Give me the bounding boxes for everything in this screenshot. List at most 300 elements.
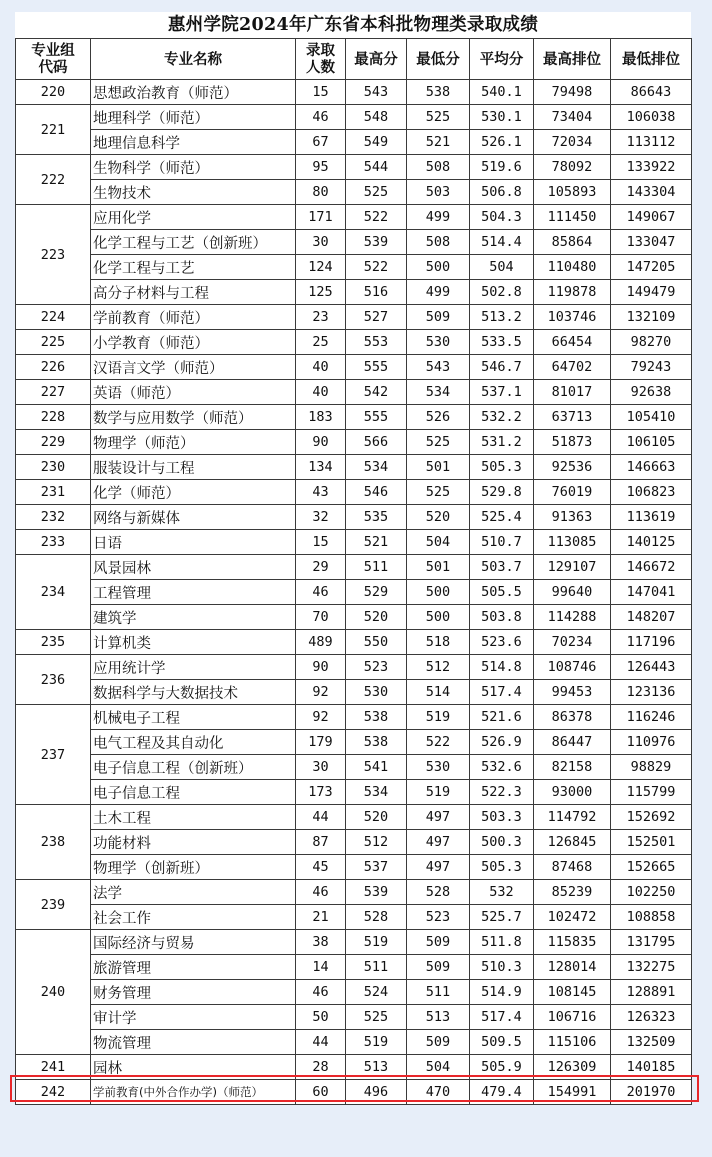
major-name-cell: 法学 <box>91 880 296 905</box>
table-row <box>16 455 692 480</box>
table-row <box>16 705 692 730</box>
max-rank-cell: 92536 <box>534 455 611 480</box>
min-score-cell: 528 <box>407 880 470 905</box>
avg-score-cell: 530.1 <box>470 105 534 130</box>
min-score-cell: 509 <box>407 955 470 980</box>
group-code-cell: 224 <box>16 305 91 330</box>
max-score-cell: 520 <box>346 805 407 830</box>
min-rank-cell: 106105 <box>611 430 692 455</box>
max-score-cell: 542 <box>346 380 407 405</box>
min-score-cell: 501 <box>407 455 470 480</box>
max-rank-cell: 128014 <box>534 955 611 980</box>
avg-score-cell: 510.7 <box>470 530 534 555</box>
table-row <box>16 580 692 605</box>
group-code-cell: 235 <box>16 630 91 655</box>
major-name-cell: 审计学 <box>91 1005 296 1030</box>
min-score-cell: 525 <box>407 430 470 455</box>
min-score-cell: 514 <box>407 680 470 705</box>
major-name-cell: 电子信息工程（创新班） <box>91 755 296 780</box>
min-rank-cell: 146663 <box>611 455 692 480</box>
enrolled-cell: 14 <box>296 955 346 980</box>
min-score-cell: 530 <box>407 330 470 355</box>
enrolled-cell: 46 <box>296 980 346 1005</box>
max-score-cell: 496 <box>346 1080 407 1105</box>
major-name-cell: 建筑学 <box>91 605 296 630</box>
avg-score-cell: 506.8 <box>470 180 534 205</box>
min-score-cell: 521 <box>407 130 470 155</box>
min-score-cell: 470 <box>407 1080 470 1105</box>
enrolled-cell: 40 <box>296 355 346 380</box>
enrolled-cell: 124 <box>296 255 346 280</box>
score-sheet <box>15 12 691 1105</box>
admission-table <box>15 38 692 1105</box>
min-score-cell: 501 <box>407 555 470 580</box>
table-title: 惠州学院2024年广东省本科批物理类录取成绩 <box>167 15 539 35</box>
enrolled-cell: 46 <box>296 580 346 605</box>
avg-score-cell: 505.3 <box>470 455 534 480</box>
major-name-cell: 地理信息科学 <box>91 130 296 155</box>
group-code-cell: 223 <box>16 205 91 305</box>
table-row <box>16 830 692 855</box>
min-rank-cell: 146672 <box>611 555 692 580</box>
min-score-cell: 499 <box>407 280 470 305</box>
major-name-cell: 物理学（创新班） <box>91 855 296 880</box>
table-row <box>16 780 692 805</box>
max-rank-cell: 105893 <box>534 180 611 205</box>
avg-score-cell: 532.2 <box>470 405 534 430</box>
min-score-cell: 509 <box>407 1030 470 1055</box>
major-name-cell: 风景园林 <box>91 555 296 580</box>
header-max-rank: 最高排位 <box>534 39 611 80</box>
major-name-cell: 社会工作 <box>91 905 296 930</box>
avg-score-cell: 504.3 <box>470 205 534 230</box>
min-rank-cell: 98270 <box>611 330 692 355</box>
enrolled-cell: 179 <box>296 730 346 755</box>
major-name-cell: 物理学（师范） <box>91 430 296 455</box>
avg-score-cell: 479.4 <box>470 1080 534 1105</box>
min-rank-cell: 126323 <box>611 1005 692 1030</box>
header-group-code: 专业组 代码 <box>16 39 91 80</box>
table-row <box>16 980 692 1005</box>
enrolled-cell: 50 <box>296 1005 346 1030</box>
max-score-cell: 546 <box>346 480 407 505</box>
min-score-cell: 538 <box>407 80 470 105</box>
min-score-cell: 518 <box>407 630 470 655</box>
group-code-cell: 227 <box>16 380 91 405</box>
max-score-cell: 548 <box>346 105 407 130</box>
max-score-cell: 538 <box>346 730 407 755</box>
enrolled-cell: 46 <box>296 880 346 905</box>
avg-score-cell: 522.3 <box>470 780 534 805</box>
table-row <box>16 530 692 555</box>
max-rank-cell: 108746 <box>534 655 611 680</box>
group-code-cell: 231 <box>16 480 91 505</box>
group-code-cell: 240 <box>16 930 91 1055</box>
max-rank-cell: 114792 <box>534 805 611 830</box>
min-score-cell: 520 <box>407 505 470 530</box>
avg-score-cell: 525.4 <box>470 505 534 530</box>
max-score-cell: 527 <box>346 305 407 330</box>
table-row <box>16 855 692 880</box>
min-score-cell: 512 <box>407 655 470 680</box>
max-rank-cell: 129107 <box>534 555 611 580</box>
enrolled-cell: 44 <box>296 1030 346 1055</box>
group-code-cell: 238 <box>16 805 91 880</box>
table-row <box>16 255 692 280</box>
min-score-cell: 543 <box>407 355 470 380</box>
min-rank-cell: 149067 <box>611 205 692 230</box>
major-name-cell: 日语 <box>91 530 296 555</box>
avg-score-cell: 540.1 <box>470 80 534 105</box>
max-score-cell: 529 <box>346 580 407 605</box>
max-score-cell: 535 <box>346 505 407 530</box>
max-rank-cell: 99640 <box>534 580 611 605</box>
max-rank-cell: 93000 <box>534 780 611 805</box>
table-row <box>16 730 692 755</box>
max-score-cell: 530 <box>346 680 407 705</box>
min-rank-cell: 123136 <box>611 680 692 705</box>
major-name-cell: 应用化学 <box>91 205 296 230</box>
max-rank-cell: 79498 <box>534 80 611 105</box>
avg-score-cell: 500.3 <box>470 830 534 855</box>
max-rank-cell: 91363 <box>534 505 611 530</box>
min-rank-cell: 133047 <box>611 230 692 255</box>
header-avg-score: 平均分 <box>470 39 534 80</box>
max-rank-cell: 108145 <box>534 980 611 1005</box>
table-row <box>16 1030 692 1055</box>
max-rank-cell: 113085 <box>534 530 611 555</box>
max-score-cell: 549 <box>346 130 407 155</box>
avg-score-cell: 505.3 <box>470 855 534 880</box>
major-name-cell: 数据科学与大数据技术 <box>91 680 296 705</box>
major-name-cell: 工程管理 <box>91 580 296 605</box>
avg-score-cell: 532 <box>470 880 534 905</box>
min-rank-cell: 148207 <box>611 605 692 630</box>
group-code-cell: 237 <box>16 705 91 805</box>
min-rank-cell: 132509 <box>611 1030 692 1055</box>
min-rank-cell: 79243 <box>611 355 692 380</box>
max-rank-cell: 103746 <box>534 305 611 330</box>
major-name-cell: 电子信息工程 <box>91 780 296 805</box>
avg-score-cell: 503.3 <box>470 805 534 830</box>
header-min-score: 最低分 <box>407 39 470 80</box>
max-score-cell: 553 <box>346 330 407 355</box>
enrolled-cell: 28 <box>296 1055 346 1080</box>
major-name-cell: 机械电子工程 <box>91 705 296 730</box>
max-rank-cell: 73404 <box>534 105 611 130</box>
min-score-cell: 503 <box>407 180 470 205</box>
table-row <box>16 905 692 930</box>
table-row <box>16 605 692 630</box>
min-rank-cell: 92638 <box>611 380 692 405</box>
avg-score-cell: 546.7 <box>470 355 534 380</box>
max-score-cell: 550 <box>346 630 407 655</box>
major-name-cell: 地理科学（师范） <box>91 105 296 130</box>
min-score-cell: 523 <box>407 905 470 930</box>
enrolled-cell: 40 <box>296 380 346 405</box>
max-score-cell: 539 <box>346 880 407 905</box>
major-name-cell: 电气工程及其自动化 <box>91 730 296 755</box>
min-rank-cell: 110976 <box>611 730 692 755</box>
table-row <box>16 630 692 655</box>
table-row <box>16 330 692 355</box>
max-score-cell: 519 <box>346 1030 407 1055</box>
max-rank-cell: 106716 <box>534 1005 611 1030</box>
max-rank-cell: 114288 <box>534 605 611 630</box>
min-score-cell: 511 <box>407 980 470 1005</box>
min-rank-cell: 98829 <box>611 755 692 780</box>
major-name-cell: 化学工程与工艺（创新班） <box>91 230 296 255</box>
table-row <box>16 680 692 705</box>
max-rank-cell: 99453 <box>534 680 611 705</box>
min-score-cell: 504 <box>407 1055 470 1080</box>
max-rank-cell: 81017 <box>534 380 611 405</box>
avg-score-cell: 523.6 <box>470 630 534 655</box>
min-rank-cell: 116246 <box>611 705 692 730</box>
min-rank-cell: 102250 <box>611 880 692 905</box>
max-rank-cell: 154991 <box>534 1080 611 1105</box>
table-row-highlighted <box>16 1080 692 1105</box>
min-rank-cell: 108858 <box>611 905 692 930</box>
enrolled-cell: 60 <box>296 1080 346 1105</box>
min-rank-cell: 126443 <box>611 655 692 680</box>
enrolled-cell: 15 <box>296 530 346 555</box>
group-code-cell: 220 <box>16 80 91 105</box>
max-rank-cell: 87468 <box>534 855 611 880</box>
table-row <box>16 305 692 330</box>
avg-score-cell: 502.8 <box>470 280 534 305</box>
enrolled-cell: 125 <box>296 280 346 305</box>
avg-score-cell: 511.8 <box>470 930 534 955</box>
major-name-cell: 小学教育（师范） <box>91 330 296 355</box>
min-score-cell: 508 <box>407 155 470 180</box>
major-name-cell: 园林 <box>91 1055 296 1080</box>
table-row <box>16 930 692 955</box>
max-score-cell: 523 <box>346 655 407 680</box>
max-rank-cell: 115106 <box>534 1030 611 1055</box>
max-rank-cell: 78092 <box>534 155 611 180</box>
table-row <box>16 755 692 780</box>
min-score-cell: 508 <box>407 230 470 255</box>
enrolled-cell: 29 <box>296 555 346 580</box>
avg-score-cell: 526.1 <box>470 130 534 155</box>
max-score-cell: 513 <box>346 1055 407 1080</box>
enrolled-cell: 90 <box>296 655 346 680</box>
enrolled-cell: 87 <box>296 830 346 855</box>
max-rank-cell: 70234 <box>534 630 611 655</box>
enrolled-cell: 15 <box>296 80 346 105</box>
min-rank-cell: 115799 <box>611 780 692 805</box>
avg-score-cell: 514.4 <box>470 230 534 255</box>
group-code-cell: 225 <box>16 330 91 355</box>
group-code-cell: 236 <box>16 655 91 705</box>
max-score-cell: 525 <box>346 180 407 205</box>
min-score-cell: 500 <box>407 255 470 280</box>
max-score-cell: 512 <box>346 830 407 855</box>
major-name-cell: 英语（师范） <box>91 380 296 405</box>
table-row <box>16 130 692 155</box>
min-score-cell: 519 <box>407 780 470 805</box>
min-rank-cell: 201970 <box>611 1080 692 1105</box>
min-rank-cell: 106038 <box>611 105 692 130</box>
group-code-cell: 226 <box>16 355 91 380</box>
min-rank-cell: 117196 <box>611 630 692 655</box>
table-row <box>16 955 692 980</box>
enrolled-cell: 30 <box>296 755 346 780</box>
header-major-name: 专业名称 <box>91 39 296 80</box>
min-score-cell: 526 <box>407 405 470 430</box>
major-name-cell: 网络与新媒体 <box>91 505 296 530</box>
major-name-cell: 生物技术 <box>91 180 296 205</box>
major-name-cell: 财务管理 <box>91 980 296 1005</box>
min-rank-cell: 140125 <box>611 530 692 555</box>
max-rank-cell: 51873 <box>534 430 611 455</box>
max-score-cell: 520 <box>346 605 407 630</box>
enrolled-cell: 92 <box>296 705 346 730</box>
max-score-cell: 525 <box>346 1005 407 1030</box>
min-rank-cell: 147205 <box>611 255 692 280</box>
table-row <box>16 655 692 680</box>
table-row <box>16 505 692 530</box>
enrolled-cell: 183 <box>296 405 346 430</box>
enrolled-cell: 30 <box>296 230 346 255</box>
table-row <box>16 80 692 105</box>
avg-score-cell: 505.9 <box>470 1055 534 1080</box>
header-max-score: 最高分 <box>346 39 407 80</box>
max-rank-cell: 110480 <box>534 255 611 280</box>
table-row <box>16 355 692 380</box>
enrolled-cell: 43 <box>296 480 346 505</box>
major-name-cell: 化学工程与工艺 <box>91 255 296 280</box>
min-rank-cell: 152501 <box>611 830 692 855</box>
max-score-cell: 543 <box>346 80 407 105</box>
min-rank-cell: 132109 <box>611 305 692 330</box>
major-name-cell: 功能材料 <box>91 830 296 855</box>
avg-score-cell: 509.5 <box>470 1030 534 1055</box>
table-body <box>16 80 692 1105</box>
header-enrolled: 录取 人数 <box>296 39 346 80</box>
group-code-cell: 232 <box>16 505 91 530</box>
enrolled-cell: 134 <box>296 455 346 480</box>
max-rank-cell: 85239 <box>534 880 611 905</box>
group-code-cell: 229 <box>16 430 91 455</box>
avg-score-cell: 510.3 <box>470 955 534 980</box>
enrolled-cell: 90 <box>296 430 346 455</box>
table-row <box>16 1005 692 1030</box>
max-score-cell: 544 <box>346 155 407 180</box>
enrolled-cell: 95 <box>296 155 346 180</box>
max-score-cell: 511 <box>346 955 407 980</box>
max-score-cell: 516 <box>346 280 407 305</box>
table-row <box>16 1055 692 1080</box>
major-name-cell: 服装设计与工程 <box>91 455 296 480</box>
group-code-cell: 242 <box>16 1080 91 1105</box>
max-rank-cell: 63713 <box>534 405 611 430</box>
avg-score-cell: 517.4 <box>470 1005 534 1030</box>
avg-score-cell: 503.8 <box>470 605 534 630</box>
min-rank-cell: 128891 <box>611 980 692 1005</box>
min-score-cell: 497 <box>407 830 470 855</box>
major-name-cell: 应用统计学 <box>91 655 296 680</box>
avg-score-cell: 514.9 <box>470 980 534 1005</box>
max-rank-cell: 82158 <box>534 755 611 780</box>
min-score-cell: 504 <box>407 530 470 555</box>
avg-score-cell: 532.6 <box>470 755 534 780</box>
min-score-cell: 509 <box>407 930 470 955</box>
avg-score-cell: 503.7 <box>470 555 534 580</box>
max-score-cell: 555 <box>346 355 407 380</box>
table-row <box>16 480 692 505</box>
min-rank-cell: 105410 <box>611 405 692 430</box>
avg-score-cell: 505.5 <box>470 580 534 605</box>
max-score-cell: 519 <box>346 930 407 955</box>
major-name-cell: 汉语言文学（师范） <box>91 355 296 380</box>
avg-score-cell: 514.8 <box>470 655 534 680</box>
min-rank-cell: 140185 <box>611 1055 692 1080</box>
group-code-cell: 221 <box>16 105 91 155</box>
major-name-cell: 国际经济与贸易 <box>91 930 296 955</box>
min-score-cell: 530 <box>407 755 470 780</box>
min-score-cell: 525 <box>407 480 470 505</box>
min-score-cell: 534 <box>407 380 470 405</box>
enrolled-cell: 45 <box>296 855 346 880</box>
avg-score-cell: 533.5 <box>470 330 534 355</box>
min-rank-cell: 132275 <box>611 955 692 980</box>
max-score-cell: 541 <box>346 755 407 780</box>
max-rank-cell: 86447 <box>534 730 611 755</box>
min-score-cell: 500 <box>407 605 470 630</box>
avg-score-cell: 521.6 <box>470 705 534 730</box>
group-code-cell: 241 <box>16 1055 91 1080</box>
min-rank-cell: 143304 <box>611 180 692 205</box>
enrolled-cell: 171 <box>296 205 346 230</box>
table-row <box>16 380 692 405</box>
enrolled-cell: 25 <box>296 330 346 355</box>
max-rank-cell: 115835 <box>534 930 611 955</box>
table-row <box>16 105 692 130</box>
max-rank-cell: 126309 <box>534 1055 611 1080</box>
avg-score-cell: 517.4 <box>470 680 534 705</box>
min-rank-cell: 86643 <box>611 80 692 105</box>
min-score-cell: 499 <box>407 205 470 230</box>
group-code-cell: 228 <box>16 405 91 430</box>
min-score-cell: 497 <box>407 855 470 880</box>
min-rank-cell: 149479 <box>611 280 692 305</box>
max-score-cell: 521 <box>346 530 407 555</box>
enrolled-cell: 489 <box>296 630 346 655</box>
table-row <box>16 430 692 455</box>
min-rank-cell: 113112 <box>611 130 692 155</box>
max-score-cell: 534 <box>346 780 407 805</box>
max-score-cell: 538 <box>346 705 407 730</box>
major-name-cell: 生物科学（师范） <box>91 155 296 180</box>
table-row <box>16 405 692 430</box>
major-name-cell: 学前教育（师范） <box>91 305 296 330</box>
enrolled-cell: 21 <box>296 905 346 930</box>
max-rank-cell: 126845 <box>534 830 611 855</box>
max-rank-cell: 86378 <box>534 705 611 730</box>
major-name-cell: 数学与应用数学（师范） <box>91 405 296 430</box>
table-row <box>16 205 692 230</box>
enrolled-cell: 44 <box>296 805 346 830</box>
major-name-cell: 高分子材料与工程 <box>91 280 296 305</box>
group-code-cell: 222 <box>16 155 91 205</box>
min-rank-cell: 113619 <box>611 505 692 530</box>
min-score-cell: 522 <box>407 730 470 755</box>
avg-score-cell: 519.6 <box>470 155 534 180</box>
min-rank-cell: 131795 <box>611 930 692 955</box>
avg-score-cell: 529.8 <box>470 480 534 505</box>
